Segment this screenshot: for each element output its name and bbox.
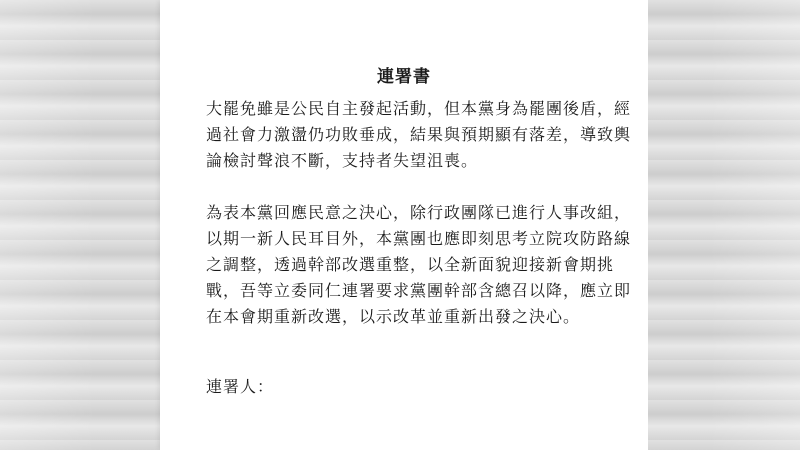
document-title: 連署書 [377,67,431,87]
paragraph-line: 以期一新人民耳目外，本黨團也應即刻思考立院攻防路線 [206,229,632,248]
signatories-label: 連署人： [206,377,275,396]
paragraph-line: 大罷免雖是公民自主發起活動，但本黨身為罷團後盾，經 [206,99,632,118]
paragraph-line: 為表本黨回應民意之決心，除行政團隊已進行人事改組， [206,203,632,222]
paragraph-2 [206,200,632,330]
paragraph-line: 過社會力激盪仍功敗垂成，結果與預期顯有落差，導致輿 [206,125,632,144]
paragraph-line: 戰，吾等立委同仁連署要求黨團幹部含總召以降，應立即 [206,281,632,300]
paragraph-line: 論檢討聲浪不斷，支持者失望沮喪。 [206,151,479,170]
blurred-background-left [0,0,160,450]
paragraph-1 [206,96,632,174]
paragraph-line: 之調整，透過幹部改選重整，以全新面貌迎接新會期挑 [206,255,615,274]
petition-document [160,0,648,450]
paragraph-line: 在本會期重新改選，以示改革並重新出發之決心。 [206,307,581,326]
blurred-background-right [648,0,800,450]
